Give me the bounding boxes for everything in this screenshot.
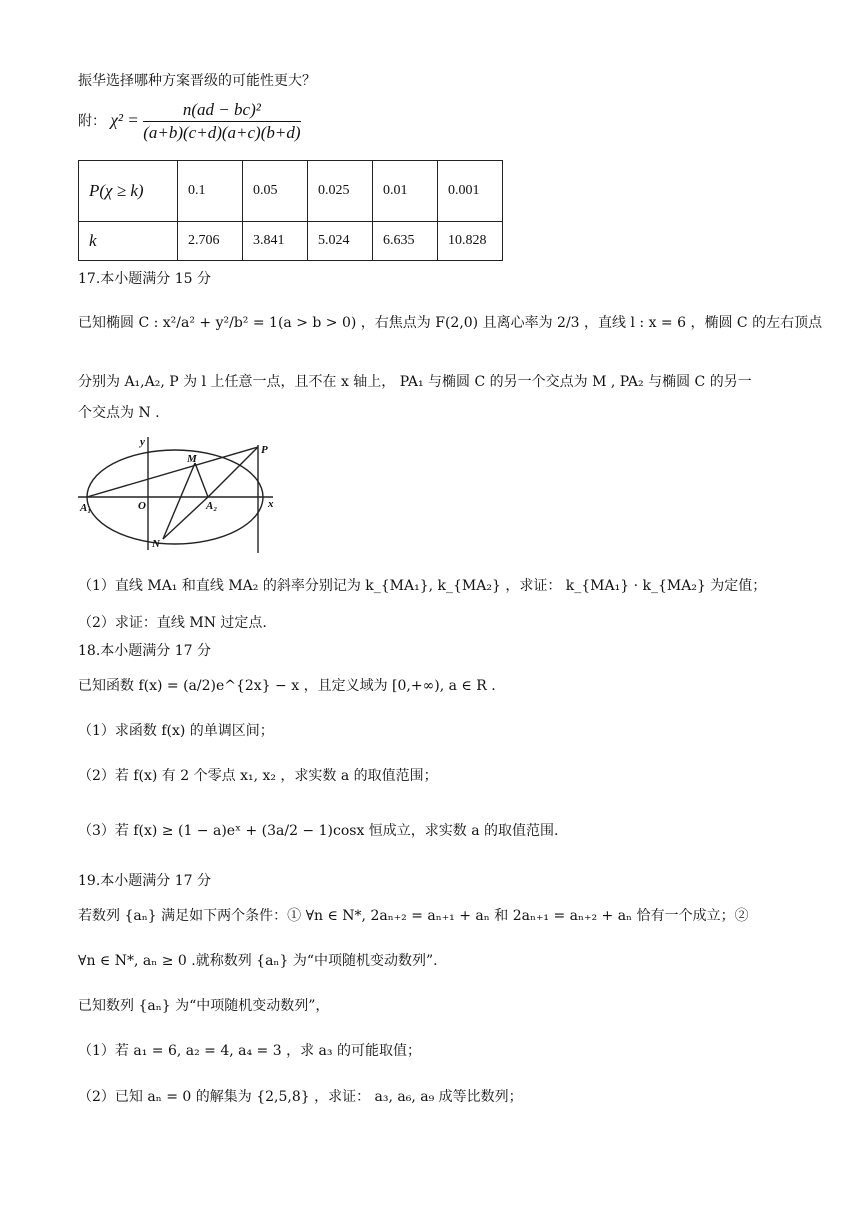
- label-a1: A₁: [80, 502, 92, 514]
- ellipse-figure: [78, 435, 288, 555]
- table-cell: 2.706: [178, 222, 243, 261]
- chi-lhs: χ² =: [110, 110, 139, 130]
- label-n: N: [152, 538, 160, 550]
- section-heading-17: 17.本小题满分 15 分: [78, 271, 211, 287]
- segment-ma2: [195, 463, 208, 497]
- text-line: （2）已知 aₙ = 0 的解集为 {2,5,8} ，求证： a₃, a₆, a₉ 成等比数列；: [78, 1089, 523, 1105]
- table-cell: 0.001: [438, 161, 503, 222]
- text-line: （1）直线 MA₁ 和直线 MA₂ 的斜率分别记为 k_{MA₁}, k_{MA₂} ，求证： k_{MA₁} · k_{MA₂} 为定值；: [78, 578, 767, 594]
- chi-denominator: (a+b)(c+d)(a+c)(b+d): [143, 123, 301, 142]
- text-line: 若数列 {aₙ} 满足如下两个条件：① ∀n ∈ N*, 2aₙ₊₂ = aₙ₊₁ + aₙ 和 2aₙ₊₁ = aₙ₊₂ + aₙ 恰有一个成立；②: [78, 908, 749, 924]
- table-cell: 0.025: [308, 161, 373, 222]
- table-cell: 10.828: [438, 222, 503, 261]
- table-row: [79, 222, 503, 261]
- label-o: O: [138, 500, 146, 512]
- label-x: x: [268, 498, 274, 510]
- table-row: [79, 161, 503, 222]
- text-line: （1）若 a₁ = 6, a₂ = 4, a₄ = 3 ，求 a₃ 的可能取值；: [78, 1043, 421, 1059]
- appendix-label: 附：: [78, 113, 106, 130]
- label-a2: A₂: [206, 500, 218, 512]
- text-line: （1）求函数 f(x) 的单调区间；: [78, 723, 274, 739]
- table-cell: 6.635: [373, 222, 438, 261]
- text-line: （3）若 f(x) ≥ (1 − a)eˣ + (3a/2 − 1)cosx 恒成立，求实数 a 的取值范围.: [78, 823, 559, 839]
- text-line: 已知椭圆 C : x²/a² + y²/b² = 1(a > b > 0) ，右焦点为 F(2,0) 且离心率为 2/3 ，直线 l : x = 6 ，椭圆 C 的左右顶点: [78, 315, 823, 331]
- table-cell: 0.01: [373, 161, 438, 222]
- table-header-cell: k: [79, 222, 178, 261]
- text-line: 分别为 A₁,A₂, P 为 l 上任意一点，且不在 x 轴上， PA₁ 与椭圆 C 的另一个交点为 M , PA₂ 与椭圆 C 的另一: [78, 374, 752, 390]
- chi-fraction: [143, 100, 300, 143]
- section-heading-19: 19.本小题满分 17 分: [78, 873, 211, 889]
- label-m: M: [187, 453, 197, 465]
- text-line: 振华选择哪种方案晋级的可能性更大？: [78, 73, 316, 89]
- table-cell: 0.05: [243, 161, 308, 222]
- segment-a2n: [163, 497, 208, 539]
- segment-mn: [163, 463, 195, 539]
- critical-value-table: [78, 160, 503, 261]
- table-cell: 0.1: [178, 161, 243, 222]
- text-line: 已知函数 f(x) = (a/2)e^{2x} − x ，且定义域为 [0,+∞), a ∈ R .: [78, 678, 496, 694]
- text-line: （2）求证：直线 MN 过定点.: [78, 615, 267, 631]
- text-line: ∀n ∈ N*, aₙ ≥ 0 .就称数列 {aₙ} 为“中项随机变动数列”.: [78, 953, 438, 969]
- table-cell: 3.841: [243, 222, 308, 261]
- table-cell: 5.024: [308, 222, 373, 261]
- table-header-cell: P(χ ≥ k): [79, 161, 178, 222]
- text-line: 已知数列 {aₙ} 为“中项随机变动数列”，: [78, 998, 330, 1014]
- section-heading-18: 18.本小题满分 17 分: [78, 643, 211, 659]
- text-line: 个交点为 N .: [78, 405, 160, 421]
- text-line: （2）若 f(x) 有 2 个零点 x₁, x₂ ，求实数 a 的取值范围；: [78, 768, 438, 784]
- label-y: y: [140, 436, 145, 448]
- chi-square-formula: [78, 100, 301, 143]
- label-p: P: [261, 444, 268, 456]
- chi-numerator: n(ad − bc)²: [143, 100, 300, 122]
